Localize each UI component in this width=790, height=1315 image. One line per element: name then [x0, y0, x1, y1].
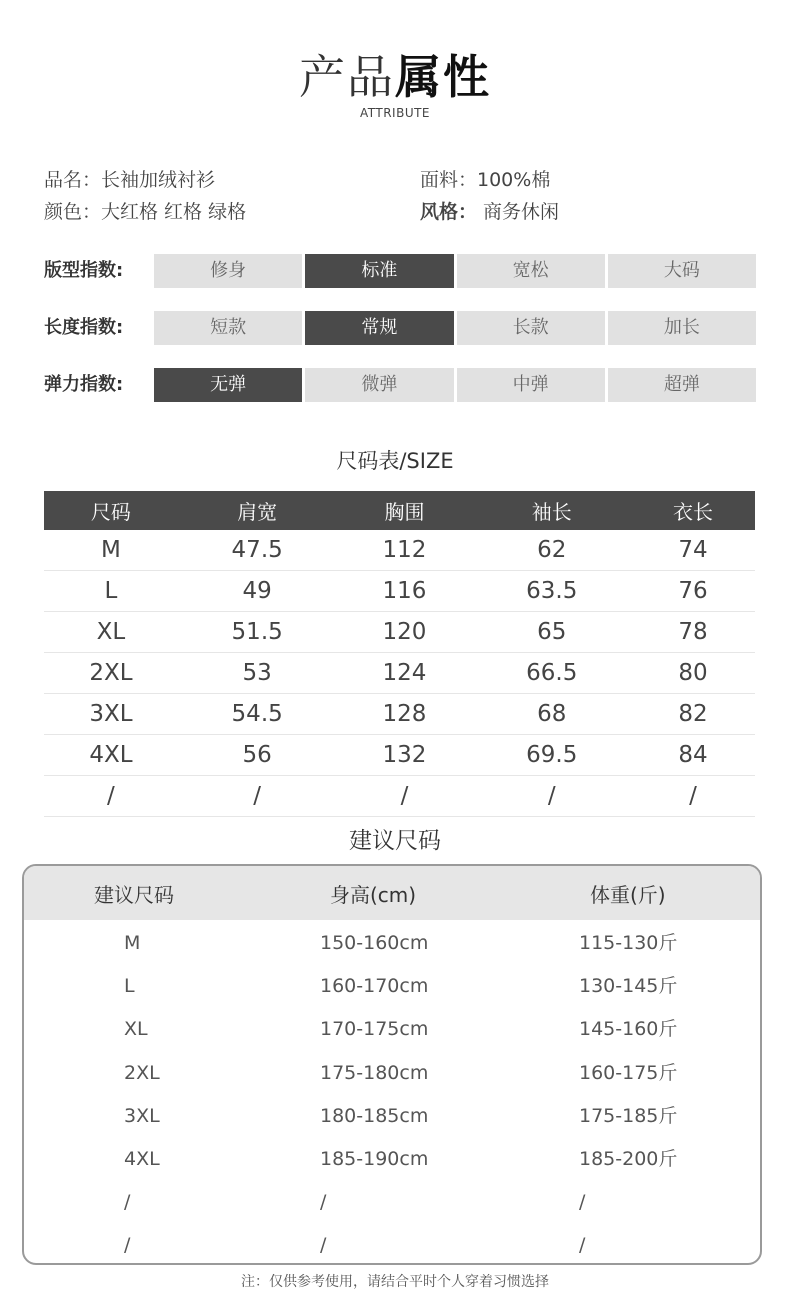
- rec-weight-cell: /: [579, 1191, 586, 1214]
- size-chart-row: [44, 530, 755, 571]
- length-index-label: 长度指数:: [44, 317, 124, 338]
- attr-style-label: 风格：: [420, 201, 478, 223]
- attr-name: 品名：长袖加绒衬衫: [44, 169, 216, 191]
- rec-size-cell: /: [124, 1191, 131, 1214]
- rec-size-cell: 3XL: [124, 1104, 160, 1127]
- rec-size-header: 建议尺码: [94, 883, 174, 907]
- shoulder-cell: 51.5: [178, 612, 337, 653]
- size-cell: /: [44, 776, 178, 817]
- size-chart-row: [44, 776, 755, 817]
- length-cell: /: [631, 776, 755, 817]
- rec-height-cell: /: [320, 1234, 327, 1257]
- length-option: 加长: [608, 311, 756, 345]
- attr-color: 颜色：大红格 红格 绿格: [44, 201, 247, 223]
- rec-size-cell: M: [124, 932, 141, 954]
- size-cell: 2XL: [44, 653, 178, 694]
- rec-height-cell: 170-175cm: [320, 1018, 429, 1041]
- rec-height-cell: 185-190cm: [320, 1148, 429, 1170]
- fit-index-scale: [154, 254, 756, 288]
- chest-cell: 128: [336, 694, 472, 735]
- sleeve-cell: 65: [472, 612, 631, 653]
- fit-index-label: 版型指数:: [44, 260, 124, 281]
- stretch-option: 超弹: [608, 368, 756, 402]
- page-subtitle: ATTRIBUTE: [359, 106, 431, 120]
- rec-weight-cell: 185-200斤: [579, 1148, 678, 1170]
- length-option: 短款: [154, 311, 302, 345]
- size-cell: 4XL: [44, 735, 178, 776]
- recommend-title: 建议尺码: [349, 828, 441, 854]
- rec-height-cell: 160-170cm: [320, 975, 429, 998]
- chest-col-header: 胸围: [336, 491, 472, 530]
- stretch-option: 中弹: [457, 368, 605, 402]
- sleeve-cell: /: [472, 776, 631, 817]
- length-option: 长款: [457, 311, 605, 345]
- title-bold: 属性: [395, 50, 491, 104]
- sleeve-cell: 63.5: [472, 571, 631, 612]
- sleeve-cell: 68: [472, 694, 631, 735]
- fit-option: 标准: [305, 254, 453, 288]
- fit-option: 宽松: [457, 254, 605, 288]
- rec-size-cell: 4XL: [124, 1148, 160, 1170]
- rec-size-cell: XL: [124, 1018, 148, 1041]
- size-cell: XL: [44, 612, 178, 653]
- length-cell: 84: [631, 735, 755, 776]
- rec-weight-cell: 160-175斤: [579, 1061, 678, 1084]
- size-cell: M: [44, 530, 178, 571]
- rec-height-header: 身高(cm): [330, 883, 417, 907]
- attr-fabric: 面料：100%棉: [420, 169, 551, 191]
- fit-option: 修身: [154, 254, 302, 288]
- rec-height-cell: /: [320, 1191, 327, 1214]
- chest-cell: 116: [336, 571, 472, 612]
- length-index-scale: [154, 311, 756, 345]
- chest-cell: 112: [336, 530, 472, 571]
- stretch-option: 微弹: [305, 368, 453, 402]
- shoulder-cell: 53: [178, 653, 337, 694]
- rec-weight-cell: 115-130斤: [579, 932, 678, 954]
- chest-cell: 132: [336, 735, 472, 776]
- attr-style: [420, 200, 559, 224]
- attr-style-value: 商务休闲: [477, 201, 560, 223]
- length-cell: 74: [631, 530, 755, 571]
- rec-height-cell: 180-185cm: [320, 1104, 429, 1127]
- size-cell: L: [44, 571, 178, 612]
- shoulder-cell: /: [178, 776, 337, 817]
- chest-cell: 124: [336, 653, 472, 694]
- size-chart-row: [44, 653, 755, 694]
- fit-option: 大码: [608, 254, 756, 288]
- rec-size-cell: L: [124, 975, 135, 998]
- size-cell: 3XL: [44, 694, 178, 735]
- length-option: 常规: [305, 311, 453, 345]
- rec-height-cell: 175-180cm: [320, 1061, 429, 1084]
- size-chart-table: [44, 491, 755, 817]
- size-chart-row: [44, 612, 755, 653]
- sleeve-cell: 69.5: [472, 735, 631, 776]
- shoulder-col-header: 肩宽: [178, 491, 337, 530]
- rec-weight-cell: 175-185斤: [579, 1104, 678, 1127]
- shoulder-cell: 54.5: [178, 694, 337, 735]
- size-chart-row: [44, 571, 755, 612]
- stretch-option: 无弹: [154, 368, 302, 402]
- size-chart-header-row: [44, 491, 755, 530]
- size-chart-row: [44, 694, 755, 735]
- length-cell: 78: [631, 612, 755, 653]
- chest-cell: /: [336, 776, 472, 817]
- sleeve-col-header: 袖长: [472, 491, 631, 530]
- stretch-index-label: 弹力指数:: [44, 374, 124, 395]
- size-chart-title: 尺码表/SIZE: [336, 449, 454, 473]
- rec-weight-header: 体重(斤): [590, 883, 666, 907]
- length-col-header: 衣长: [631, 491, 755, 530]
- chest-cell: 120: [336, 612, 472, 653]
- sleeve-cell: 62: [472, 530, 631, 571]
- rec-weight-cell: 130-145斤: [579, 975, 678, 998]
- rec-weight-cell: 145-160斤: [579, 1018, 678, 1041]
- recommend-header-row: [24, 866, 760, 920]
- length-cell: 76: [631, 571, 755, 612]
- length-cell: 80: [631, 653, 755, 694]
- footnote: 注：仅供参考使用，请结合平时个人穿着习惯选择: [241, 1274, 549, 1290]
- rec-height-cell: 150-160cm: [320, 932, 429, 954]
- shoulder-cell: 47.5: [178, 530, 337, 571]
- shoulder-cell: 56: [178, 735, 337, 776]
- size-col-header: 尺码: [44, 491, 178, 530]
- rec-size-cell: 2XL: [124, 1061, 160, 1084]
- stretch-index-scale: [154, 368, 756, 402]
- rec-size-cell: /: [124, 1234, 131, 1257]
- shoulder-cell: 49: [178, 571, 337, 612]
- recommend-table: [22, 864, 762, 1265]
- length-cell: 82: [631, 694, 755, 735]
- size-chart-row: [44, 735, 755, 776]
- rec-weight-cell: /: [579, 1234, 586, 1257]
- title-light: 产品: [299, 50, 395, 104]
- sleeve-cell: 66.5: [472, 653, 631, 694]
- page-title: [0, 48, 790, 106]
